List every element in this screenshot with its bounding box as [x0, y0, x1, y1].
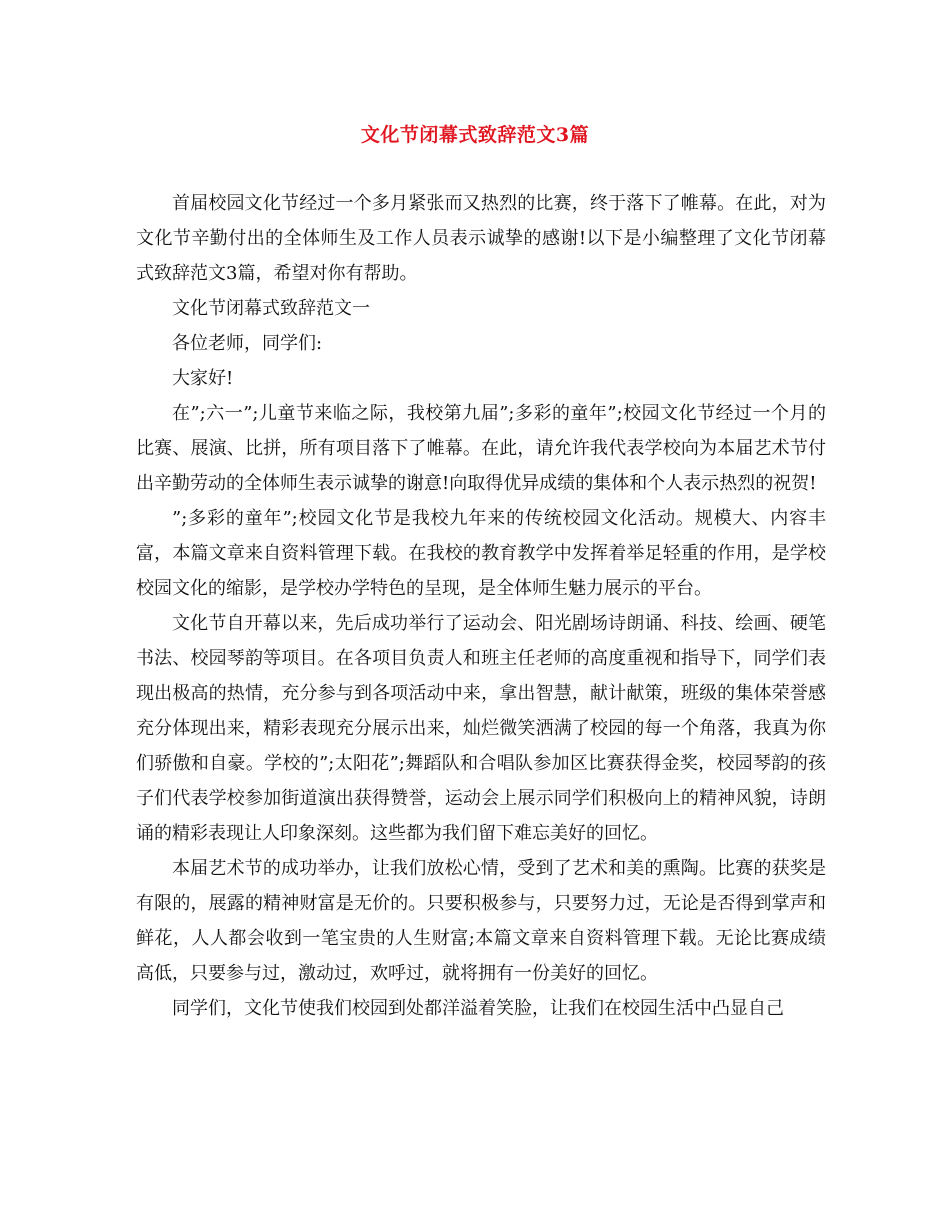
salutation: 各位老师，同学们: [172, 333, 323, 354]
paragraph-reflection: 本届艺术节的成功举办，让我们放松心情，受到了艺术和美的熏陶。比赛的获奖是有限的，展露的精神财富是无价的。只要积极参与，只要努力过，无论是否得到掌声和鲜花，人人都会收到一笔宝贵的人生财富;本篇文章来自资料管理下载。无论比赛成绩高低，只要参与过，激动过，欢呼过，就将拥有一份美好的回忆。 [136, 858, 826, 984]
document-title: 文化节闭幕式致辞范文3篇 [360, 124, 590, 146]
paragraph-closing: 同学们，文化节使我们校园到处都洋溢着笑脸，让我们在校园生活中凸显自己 [172, 998, 784, 1019]
paragraph-activities: 文化节自开幕以来，先后成功举行了运动会、阳光剧场诗朗诵、科技、绘画、硬笔书法、校园琴韵等项目。在各项目负责人和班主任老师的高度重视和指导下，同学们表现出极高的热情，充分参与到各项活动中来，拿出智慧，献计献策，班级的集体荣誉感充分体现出来，精彩表现充分展示出来，灿烂微笑洒满了校园的每一个角落，我真为你们骄傲和自豪。学校的”;太阳花”;舞蹈队和合唱队参加区比赛获得金奖，校园琴韵的孩子们代表学校参加街道演出获得赞誉，运动会上展示同学们积极向上的精神风貌，诗朗诵的精彩表现让人印象深刻。这些都为我们留下难忘美好的回忆。 [136, 613, 826, 844]
section-heading: 文化节闭幕式致辞范文一 [172, 298, 370, 319]
paragraph-tradition: ”;多彩的童年”;校园文化节是我校九年来的传统校园文化活动。规模大、内容丰富，本篇文章来自资料管理下载。在我校的教育教学中发挥着举足轻重的作用，是学校校园文化的缩影，是学校办学特色的呈现，是全体师生魅力展示的平台。 [136, 508, 826, 599]
document-body [136, 186, 826, 1026]
paragraph-intro: 首届校园文化节经过一个多月紧张而又热烈的比赛，终于落下了帷幕。在此，对为文化节辛勤付出的全体师生及工作人员表示诚挚的感谢!以下是小编整理了文化节闭幕式致辞范文3篇，希望对你有帮助。 [136, 193, 826, 284]
greeting: 大家好! [172, 368, 234, 389]
paragraph-opening: 在”;六一”;儿童节来临之际，我校第九届”;多彩的童年”;校园文化节经过一个月的比赛、展演、比拼，所有项目落下了帷幕。在此，请允许我代表学校向为本届艺术节付出辛勤劳动的全体师生表示诚挚的谢意!向取得优异成绩的集体和个人表示热烈的祝贺! [136, 403, 826, 494]
